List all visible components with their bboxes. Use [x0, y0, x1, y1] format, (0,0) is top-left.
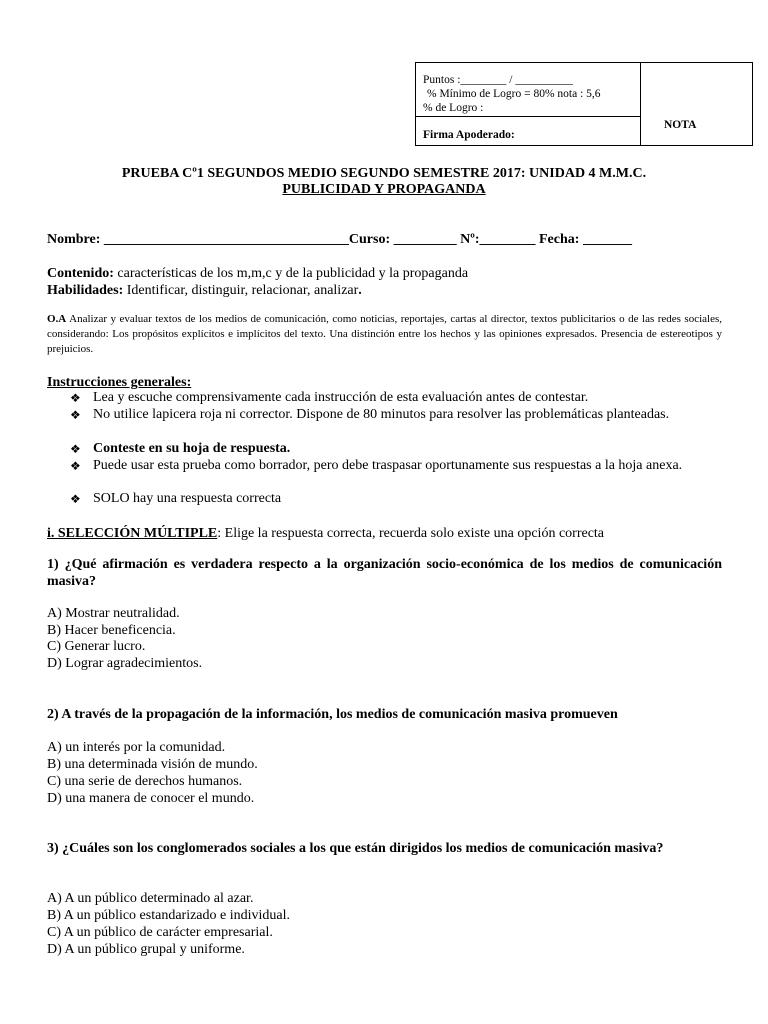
q3-option-a: A) A un público determinado al azar. [47, 891, 254, 906]
diamond-bullet-icon: ❖ [70, 391, 81, 405]
instruction-item [70, 491, 722, 507]
q1-option-b: B) Hacer beneficencia. [47, 623, 176, 638]
q2-option-d: D) una manera de conocer el mundo. [47, 791, 255, 806]
student-info-line: Nombre: ___________________________________Curso: _________ Nº:________ Fecha: _______ [47, 232, 632, 247]
q2-option-c: C) una serie de derechos humanos. [47, 774, 243, 789]
instruction-item [70, 458, 722, 474]
instruction-text: Lea y escuche comprensivamente cada instrucción de esta evaluación antes de contestar. [93, 390, 589, 405]
instruction-item [70, 441, 722, 457]
q2-option-a: A) un interés por la comunidad. [47, 740, 226, 755]
score-box [415, 62, 753, 146]
instruction-text: Conteste en su hoja de respuesta. [93, 441, 291, 456]
minimo-line: % Mínimo de Logro = 80% nota : 5,6 [427, 88, 601, 100]
firma-apoderado-label: Firma Apoderado: [423, 129, 515, 141]
exam-title-subject: PUBLICIDAD Y PROPAGANDA [282, 182, 486, 197]
logro-line: % de Logro : [423, 102, 484, 114]
question-3: 3) ¿Cuáles son los conglomerados sociales a los que están dirigidos los medios de comunicación masiva? [47, 841, 664, 856]
q1-option-a: A) Mostrar neutralidad. [47, 606, 180, 621]
diamond-bullet-icon: ❖ [70, 492, 81, 506]
objetivo-aprendizaje [47, 312, 722, 357]
diamond-bullet-icon: ❖ [70, 442, 81, 456]
contenido-label: Contenido: [47, 266, 114, 281]
instructions-heading: Instrucciones generales: [47, 375, 192, 390]
q3-option-c: C) A un público de carácter empresarial. [47, 925, 273, 940]
instruction-item [70, 407, 722, 423]
habilidades-end: . [358, 283, 362, 298]
puntos-line: Puntos :________ / __________ [423, 74, 573, 86]
exam-title-line2 [0, 182, 768, 198]
instruction-item [70, 390, 722, 406]
q1-option-c: C) Generar lucro. [47, 639, 146, 654]
diamond-bullet-icon: ❖ [70, 459, 81, 473]
diamond-bullet-icon: ❖ [70, 408, 81, 422]
contenido-line [47, 265, 722, 282]
section-heading [47, 525, 722, 542]
q1-option-d: D) Lograr agradecimientos. [47, 656, 203, 671]
score-left-cell [416, 63, 641, 145]
section-text: : Elige la respuesta correcta, recuerda solo existe una opción correcta [217, 526, 605, 541]
question-2: 2) A través de la propagación de la información, los medios de comunicación masiva promueven [47, 707, 618, 722]
score-details [416, 63, 640, 117]
oa-label: O.A [47, 313, 67, 325]
exam-title-line1: PRUEBA Cº1 SEGUNDOS MEDIO SEGUNDO SEMESTRE 2017: UNIDAD 4 M.M.C. [121, 166, 647, 181]
nota-label: NOTA [664, 119, 697, 131]
section-label: i. SELECCIÓN MÚLTIPLE [47, 526, 218, 541]
q2-option-b: B) una determinada visión de mundo. [47, 757, 258, 772]
question-1: 1) ¿Qué afirmación es verdadera respecto a la organización socio-económica de los medios de comunicación masiva? [47, 557, 722, 589]
habilidades-text: Identificar, distinguir, relacionar, analizar [123, 283, 359, 298]
instruction-text: SOLO hay una respuesta correcta [93, 491, 282, 506]
q3-option-d: D) A un público grupal y uniforme. [47, 942, 245, 957]
habilidades-label: Habilidades: [47, 283, 124, 298]
instruction-text: No utilice lapicera roja ni corrector. Dispone de 80 minutos para resolver las problemáticas planteadas. [93, 407, 670, 422]
q3-option-b: B) A un público estandarizado e individual. [47, 908, 291, 923]
oa-text: Analizar y evaluar textos de los medios de comunicación, como noticias, reportajes, cartas al director, textos publicitarios o de las redes sociales, considerando: Los propósitos explícitos e implícitos del texto. Una distinción entre los hechos y las opiniones expresados. Presencia de estereotipos y prejuicios. [47, 313, 722, 355]
habilidades-line [47, 282, 722, 299]
instruction-text: Puede usar esta prueba como borrador, pero debe traspasar oportunamente sus respuestas a la hoja anexa. [93, 458, 683, 473]
contenido-text: características de los m,m,c y de la publicidad y la propaganda [113, 266, 469, 281]
